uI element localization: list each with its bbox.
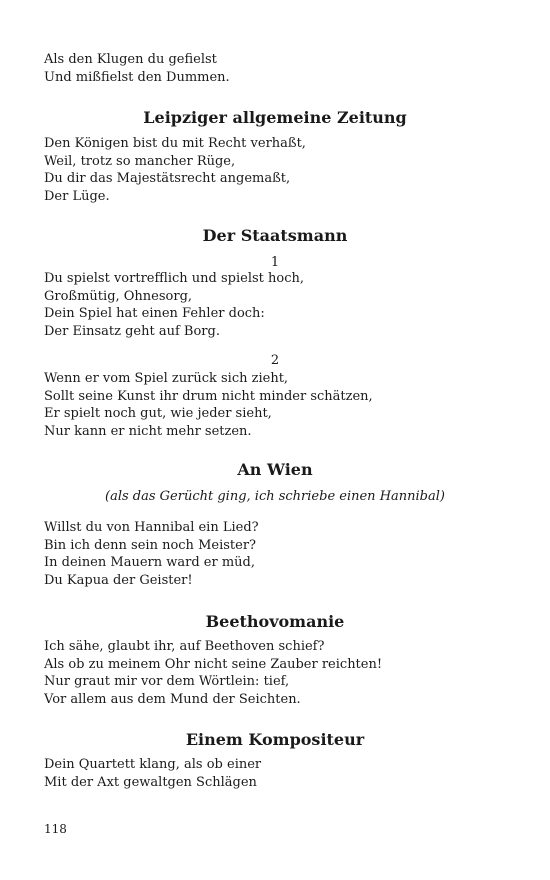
poem-stanza <box>44 270 514 340</box>
verse-line: Den Königen bist du mit Recht verhaßt, <box>44 136 306 151</box>
verse-line: Mit der Axt gewaltgen Schlägen <box>44 774 257 790</box>
page-number: 118 <box>44 822 67 836</box>
verse-line: Sollt seine Kunst ihr drum nicht minder schätzen, <box>44 388 373 404</box>
poem-title: Der Staatsmann <box>202 226 348 245</box>
verse-line: Vor allem aus dem Mund der Seichten. <box>44 691 301 707</box>
poem-title: An Wien <box>237 460 313 479</box>
verse-line: Er spielt noch gut, wie jeder sieht, <box>44 406 272 421</box>
verse-line: Bin ich denn sein noch Meister? <box>44 537 256 553</box>
verse-line: Dein Quartett klang, als ob einer <box>44 757 262 772</box>
verse-line: Als ob zu meinem Ohr nicht seine Zauber reichten! <box>44 656 383 672</box>
poem-stanza <box>44 638 514 708</box>
poem-stanza <box>44 135 514 205</box>
verse-line: Dein Spiel hat einen Fehler doch: <box>44 306 265 321</box>
verse-line: Nur graut mir vor dem Wörtlein: tief, <box>44 674 290 689</box>
verse-line: Als den Klugen du gefielst <box>44 52 217 67</box>
verse-line: Willst du von Hannibal ein Lied? <box>44 520 259 535</box>
verse-line: Weil, trotz so mancher Rüge, <box>44 153 236 169</box>
verse-line: Und mißfielst den Dummen. <box>44 69 230 85</box>
stanza-number: 2 <box>270 353 280 368</box>
poem-fragment <box>44 51 514 86</box>
verse-line: Großmütig, Ohnesorg, <box>44 288 193 304</box>
verse-line: Du spielst vortrefflich und spielst hoch, <box>44 271 305 286</box>
poem-stanza <box>44 519 514 589</box>
verse-line: Der Lüge. <box>44 188 110 204</box>
poem-title: Beethovomanie <box>205 612 345 631</box>
verse-line: Ich sähe, glaubt ihr, auf Beethoven schief? <box>44 639 325 654</box>
poem-title: Einem Kompositeur <box>185 730 365 749</box>
poem-stanza <box>44 370 514 440</box>
poem-subtitle: (als das Gerücht ging, ich schriebe einen Hannibal) <box>105 489 445 504</box>
verse-line: Du dir das Majestätsrecht angemaßt, <box>44 171 291 186</box>
verse-line: Der Einsatz geht auf Borg. <box>44 323 220 339</box>
verse-line: Du Kapua der Geister! <box>44 572 193 588</box>
stanza-number: 1 <box>270 255 280 270</box>
poem-title: Leipziger allgemeine Zeitung <box>143 108 407 127</box>
verse-line: Nur kann er nicht mehr setzen. <box>44 423 252 439</box>
poem-stanza <box>44 756 514 791</box>
verse-line: In deinen Mauern ward er müd, <box>44 555 255 570</box>
verse-line: Wenn er vom Spiel zurück sich zieht, <box>44 371 289 386</box>
